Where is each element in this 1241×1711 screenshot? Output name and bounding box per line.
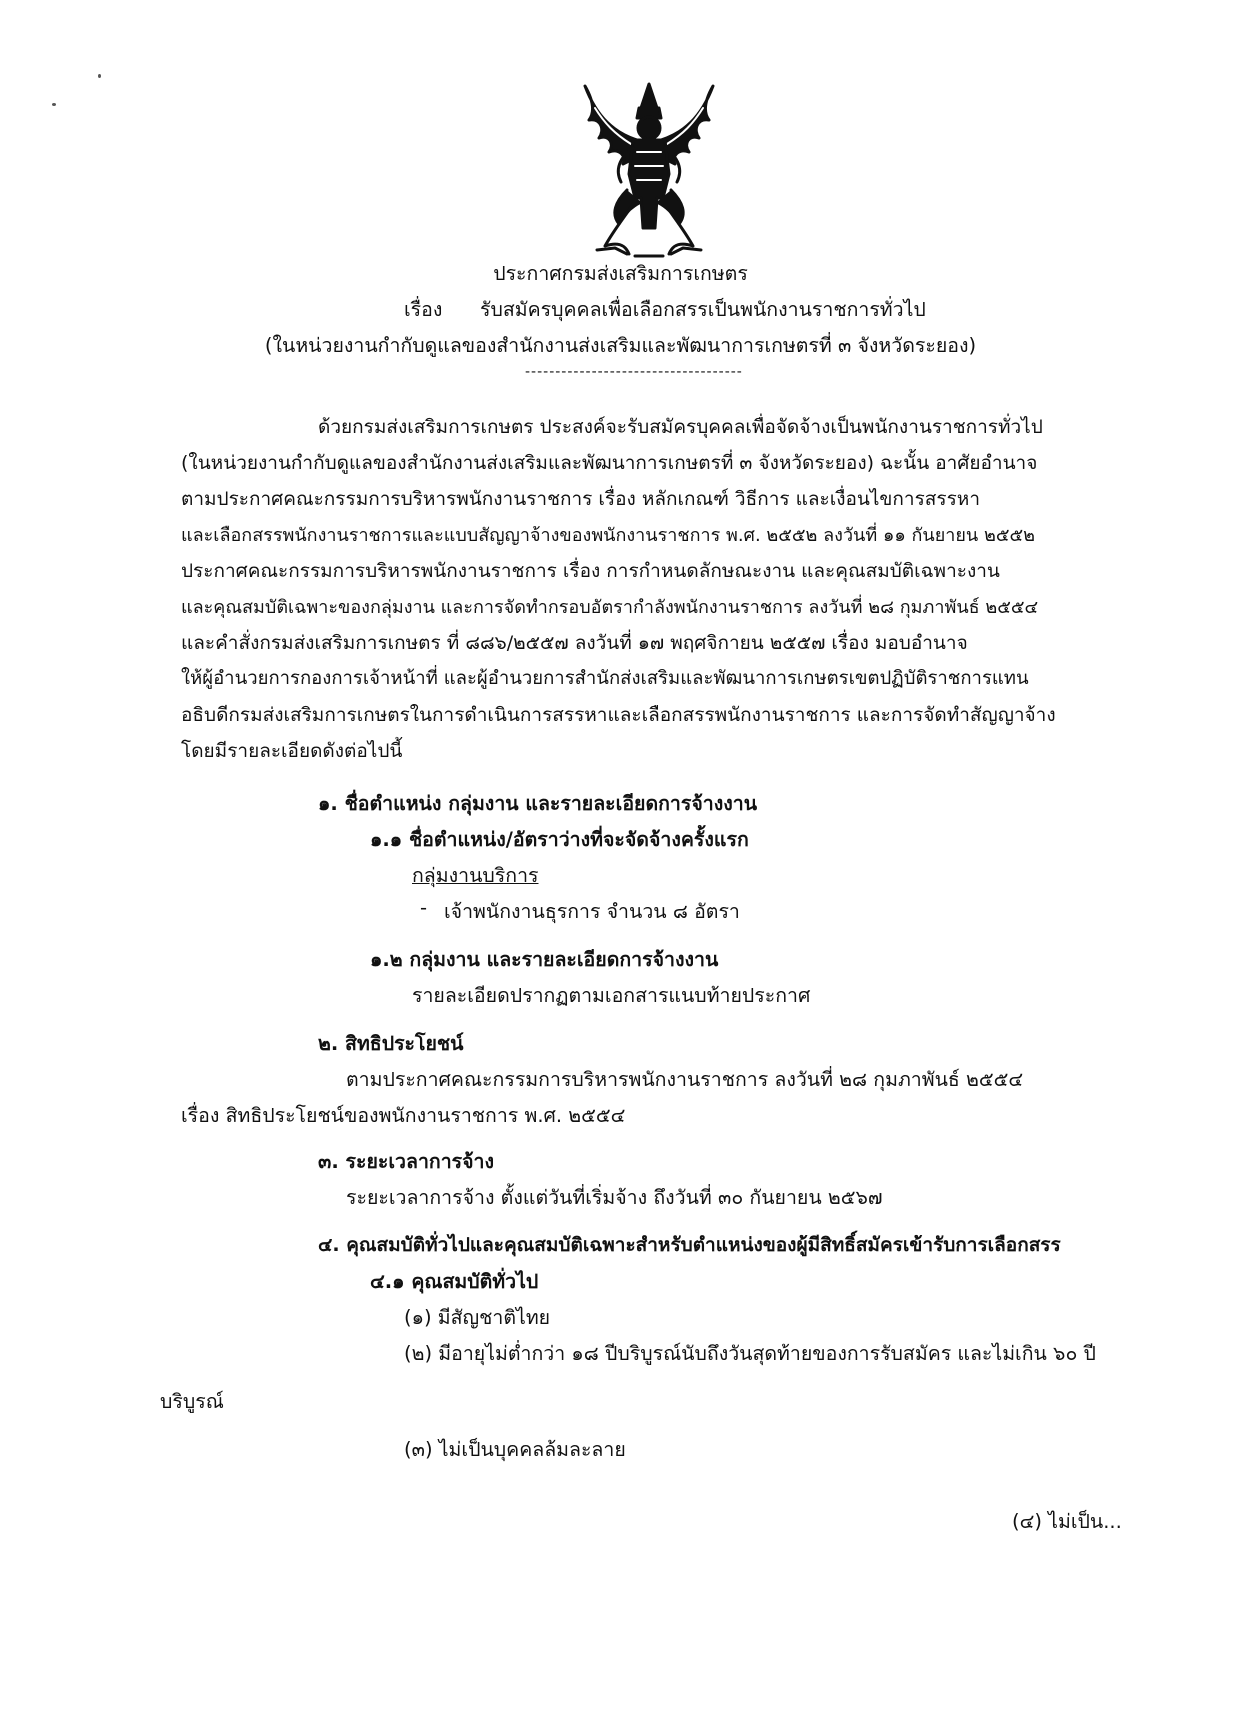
intro-line-4: และเลือกสรรพนักงานราชการและแบบสัญญาจ้างของพนักงานราชการ พ.ศ. ๒๕๕๒ ลงวันที่ ๑๑ กันยายน ๒๕๕๒: [181, 525, 1035, 546]
service-group-name: กลุ่มงานบริการ: [412, 864, 539, 887]
section-3-text: ระยะเวลาการจ้าง ตั้งแต่วันที่เริ่มจ้าง ถึงวันที่ ๓๐ กันยายน ๒๕๖๗: [346, 1186, 883, 1209]
section-2-heading: ๒. สิทธิประโยชน์: [318, 1032, 464, 1055]
intro-line-7: และคำสั่งกรมส่งเสริมการเกษตร ที่ ๘๘๖/๒๕๕๗ ลงวันที่ ๑๗ พฤศจิกายน ๒๕๕๗ เรื่อง มอบอำนาจ: [181, 632, 968, 654]
section-2-line-1: ตามประกาศคณะกรรมการบริหารพนักงานราชการ ลงวันที่ ๒๘ กุมภาพันธ์ ๒๕๕๔: [346, 1068, 1024, 1091]
intro-line-10: โดยมีรายละเอียดดังต่อไปนี้: [181, 740, 403, 762]
qualification-item-1: (๑) มีสัญชาติไทย: [404, 1306, 551, 1329]
intro-line-5: ประกาศคณะกรรมการบริหารพนักงานราชการ เรื่อง การกำหนดลักษณะงาน และคุณสมบัติเฉพาะงาน: [181, 560, 1000, 582]
intro-line-9: อธิบดีกรมส่งเสริมการเกษตรในการดำเนินการสรรหาและเลือกสรรพนักงานราชการ และการจัดทำสัญญาจ้าง: [181, 704, 1056, 726]
qualification-item-2: (๒) มีอายุไม่ต่ำกว่า ๑๘ ปีบริบูรณ์นับถึงวันสุดท้ายของการรับสมัคร และไม่เกิน ๖๐ ปี: [404, 1342, 1096, 1365]
position-detail: เจ้าพนักงานธุรการ จำนวน ๘ อัตรา: [444, 900, 740, 923]
qualification-item-3: (๓) ไม่เป็นบุคคลล้มละลาย: [404, 1438, 626, 1461]
qualification-item-2-continued: บริบูรณ์: [160, 1390, 224, 1413]
section-1-2-text: รายละเอียดปรากฏตามเอกสารแนบท้ายประกาศ: [412, 984, 811, 1007]
section-1-2-heading: ๑.๒ กลุ่มงาน และรายละเอียดการจ้างงาน: [370, 948, 719, 971]
intro-line-2: (ในหน่วยงานกำกับดูแลของสำนักงานส่งเสริมและพัฒนาการเกษตรที่ ๓ จังหวัดระยอง) ฉะนั้น อาศัยอำนาจ: [181, 452, 1038, 474]
announcement-title: ประกาศกรมส่งเสริมการเกษตร: [493, 262, 748, 285]
intro-line-3: ตามประกาศคณะกรรมการบริหารพนักงานราชการ เรื่อง หลักเกณฑ์ วิธีการ และเงื่อนไขการสรรหา: [181, 488, 981, 510]
section-3-heading: ๓. ระยะเวลาการจ้าง: [318, 1150, 495, 1173]
scan-speck: [98, 74, 101, 78]
section-1-1-heading: ๑.๑ ชื่อตำแหน่ง/อัตราว่างที่จะจัดจ้างครั้งแรก: [370, 828, 749, 851]
title-separator: ------------------------------------: [525, 364, 743, 380]
garuda-emblem-icon: [575, 78, 723, 268]
subject-label: เรื่อง: [404, 298, 443, 321]
section-1-heading: ๑. ชื่อตำแหน่ง กลุ่มงาน และรายละเอียดการจ้างงาน: [318, 792, 758, 815]
scan-speck: [52, 103, 56, 106]
position-bullet: -: [420, 896, 428, 919]
page-continuation: (๔) ไม่เป็น...: [1012, 1510, 1122, 1533]
section-4-heading: ๔. คุณสมบัติทั่วไปและคุณสมบัติเฉพาะสำหรับตำแหน่งของผู้มีสิทธิ์สมัครเข้ารับการเลือกสรร: [318, 1234, 1061, 1256]
announcement-subtitle: (ในหน่วยงานกำกับดูแลของสำนักงานส่งเสริมและพัฒนาการเกษตรที่ ๓ จังหวัดระยอง): [264, 334, 977, 357]
intro-line-8: ให้ผู้อำนวยการกองการเจ้าหน้าที่ และผู้อำนวยการสำนักส่งเสริมและพัฒนาการเกษตรเขตปฏิบัติราชการแทน: [181, 668, 1029, 689]
intro-line-1: ด้วยกรมส่งเสริมการเกษตร ประสงค์จะรับสมัครบุคคลเพื่อจัดจ้างเป็นพนักงานราชการทั่วไป: [318, 416, 1043, 438]
section-4-1-heading: ๔.๑ คุณสมบัติทั่วไป: [370, 1270, 539, 1293]
subject-text: รับสมัครบุคคลเพื่อเลือกสรรเป็นพนักงานราชการทั่วไป: [480, 298, 926, 321]
intro-line-6: และคุณสมบัติเฉพาะของกลุ่มงาน และการจัดทำกรอบอัตรากำลังพนักงานราชการ ลงวันที่ ๒๘ กุมภาพันธ์ ๒๕๕๔: [181, 597, 1039, 618]
section-2-line-2: เรื่อง สิทธิประโยชน์ของพนักงานราชการ พ.ศ. ๒๕๕๔: [181, 1104, 626, 1127]
